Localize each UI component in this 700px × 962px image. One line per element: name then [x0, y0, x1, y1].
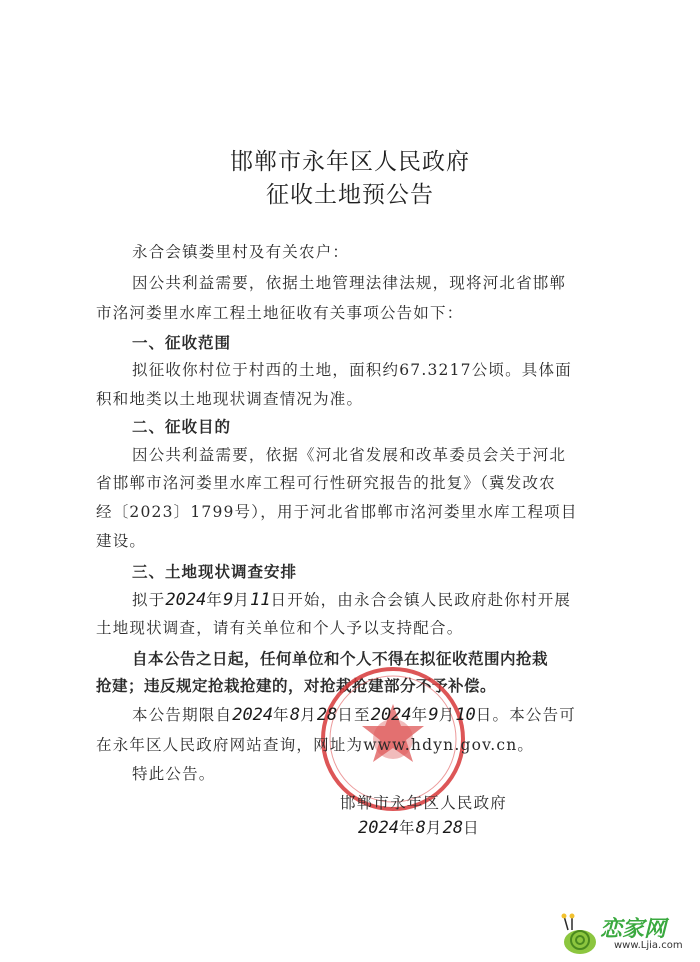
section2-line4: 建设。	[96, 532, 147, 550]
handwritten-year: 2024	[165, 590, 207, 610]
section3-line1: 拟于2024年9月11日开始，由永合会镇人民政府赴你村开展	[132, 590, 572, 610]
section2-line3: 经〔2023〕1799号），用于河北省邯郸市洺河娄里水库工程项目	[96, 503, 578, 521]
section2-line2: 省邯郸市洺河娄里水库工程可行性研究报告的批复》（冀发改农	[96, 474, 556, 492]
doc-title-line2: 征收土地预公告	[266, 182, 434, 208]
section1-line1: 拟征收你村位于村西的土地，面积约67.3217公顷。具体面	[132, 361, 572, 379]
closing-text: 特此公告。	[132, 765, 216, 783]
section3-line2: 土地现状调查，请有关单位和个人予以支持配合。	[96, 619, 464, 637]
section3-heading: 三、土地现状调查安排	[132, 563, 298, 581]
doc-title-line1: 邯郸市永年区人民政府	[230, 149, 470, 175]
handwritten-month: 9	[223, 590, 234, 610]
watermark-url: www.Ljia.com	[614, 940, 683, 951]
handwritten-day: 11	[250, 590, 271, 610]
section1-line2: 积和地类以土地现状调查情况为准。	[96, 390, 364, 408]
section1-heading: 一、征收范围	[132, 334, 232, 352]
section2-line1: 因公共利益需要，依据《河北省发展和改革委员会关于河北	[132, 446, 567, 464]
warning-line1: 自本公告之日起，任何单位和个人不得在拟征收范围内抢栽	[132, 650, 549, 668]
signature-org: 邯郸市永年区人民政府	[340, 794, 508, 812]
period-line2: 在永年区人民政府网站查询，网址为www.hdyn.gov.cn。	[96, 736, 535, 754]
warning-line2: 抢建；违反规定抢栽抢建的，对抢栽抢建部分不予补偿。	[96, 677, 497, 695]
snail-logo-icon	[558, 912, 598, 956]
section2-heading: 二、征收目的	[132, 418, 232, 436]
salutation: 永合会镇娄里村及有关农户：	[132, 243, 350, 261]
watermark-brand: 恋家网	[600, 917, 667, 942]
period-line1: 本公告期限自2024年8月28日至2024年9月10日。本公告可	[132, 705, 576, 725]
intro-line2: 市洺河娄里水库工程土地征收有关事项公告如下：	[96, 304, 464, 322]
signature-date: 2024年8月28日	[358, 818, 480, 838]
intro-line1: 因公共利益需要，依据土地管理法律法规，现将河北省邯郸	[132, 274, 567, 292]
site-watermark	[556, 910, 696, 958]
